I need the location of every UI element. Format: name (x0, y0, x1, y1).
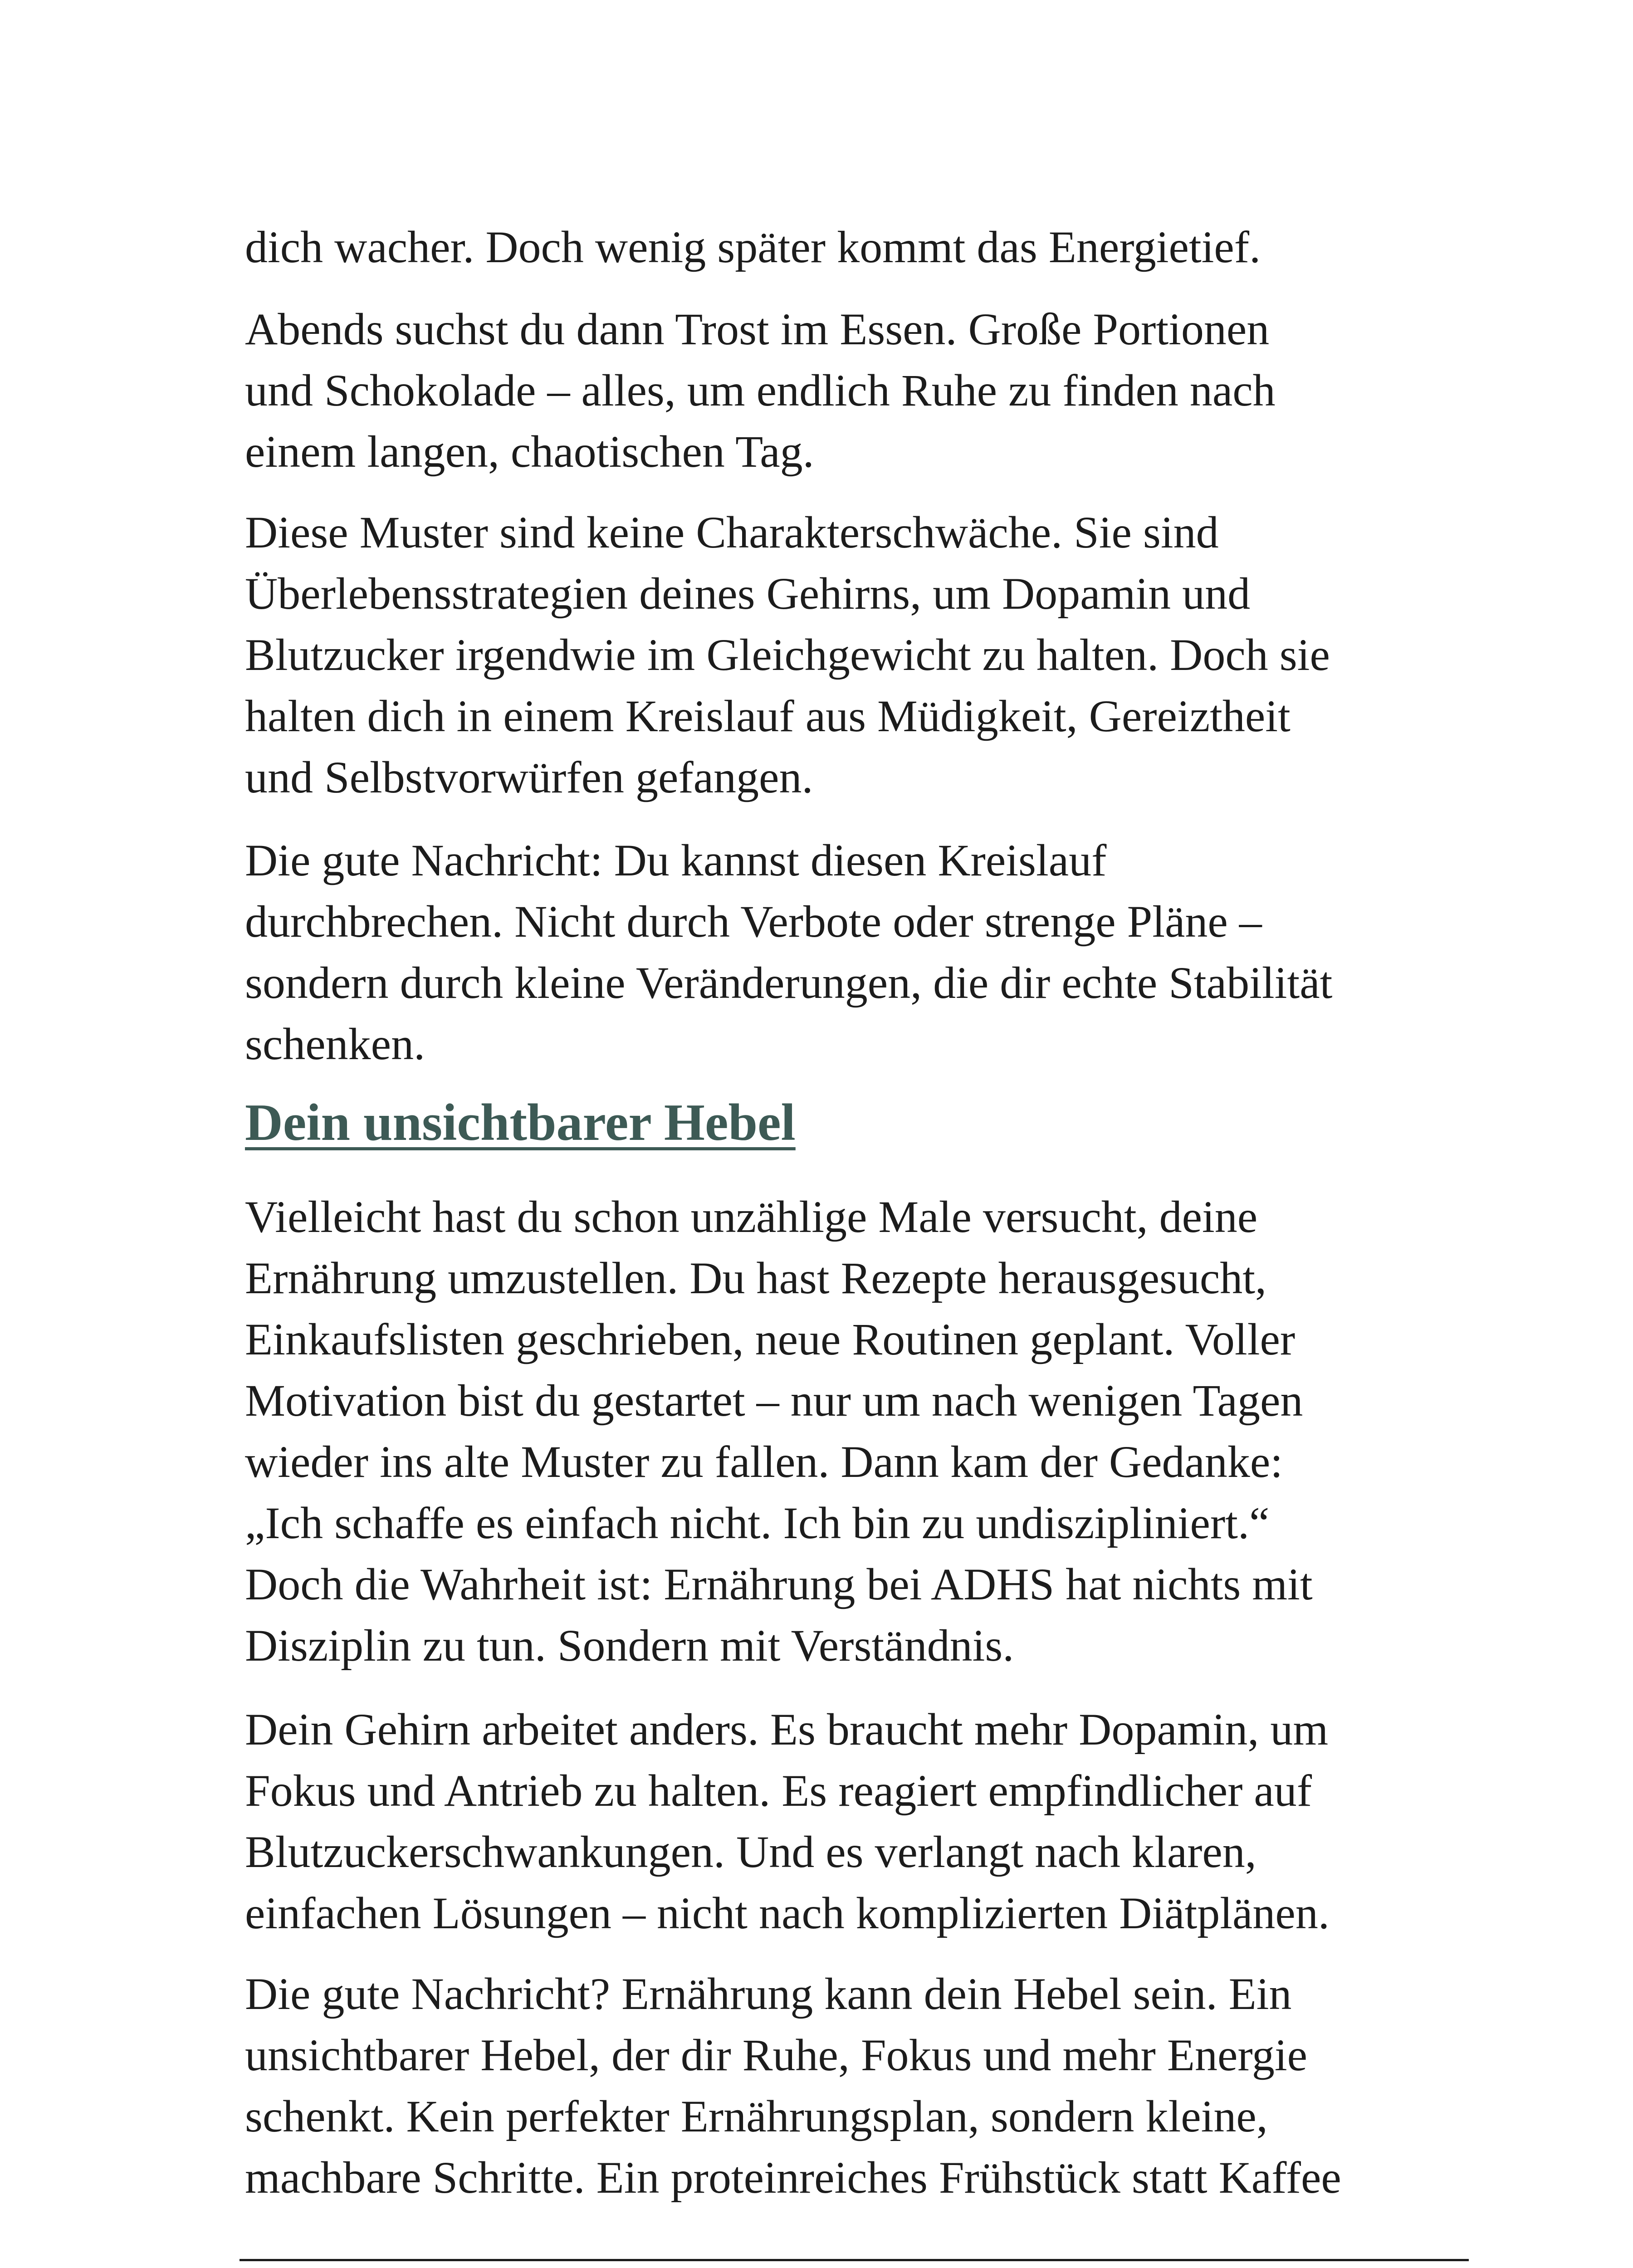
text-line: Doch die Wahrheit ist: Ernährung bei ADHS hat nichts mit (245, 1559, 1313, 1609)
text-line: und Selbstvorwürfen gefangen. (245, 752, 813, 802)
paragraph-evening (245, 298, 1479, 482)
paragraph-lever (245, 1963, 1479, 2208)
text-line: Fokus und Antrieb zu halten. Es reagiert empfindlicher auf (245, 1765, 1312, 1816)
text-line: Blutzuckerschwankungen. Und es verlangt nach klaren, (245, 1827, 1257, 1877)
text-line: einfachen Lösungen – nicht nach komplizierten Diätplänen. (245, 1888, 1330, 1938)
text-line: halten dich in einem Kreislauf aus Müdigkeit, Gereiztheit (245, 691, 1291, 741)
text-line: durchbrechen. Nicht durch Verbote oder strenge Pläne – (245, 896, 1262, 947)
text-line: wieder ins alte Muster zu fallen. Dann kam der Gedanke: (245, 1437, 1283, 1487)
text-line: Motivation bist du gestartet – nur um nach wenigen Tagen (245, 1375, 1303, 1426)
paragraph-good-news (245, 830, 1479, 1075)
text-line: Abends suchst du dann Trost im Essen. Große Portionen (245, 304, 1270, 354)
paragraph-brain (245, 1699, 1479, 1944)
text-line: und Schokolade – alles, um endlich Ruhe zu finden nach (245, 365, 1276, 415)
section-heading: Dein unsichtbarer Hebel (245, 1094, 796, 1152)
paragraph-continuation (245, 216, 1479, 278)
text-line: sondern durch kleine Veränderungen, die dir echte Stabilität (245, 958, 1333, 1008)
text-line: Diese Muster sind keine Charakterschwäche. Sie sind (245, 507, 1219, 557)
text-line: Die gute Nachricht: Du kannst diesen Kreislauf (245, 835, 1107, 885)
text-line: Ernährung umzustellen. Du hast Rezepte herausgesucht, (245, 1253, 1267, 1303)
text-line: Vielleicht hast du schon unzählige Male versucht, deine (245, 1192, 1258, 1242)
text-line: unsichtbarer Hebel, der dir Ruhe, Fokus und mehr Energie (245, 2030, 1307, 2080)
text-line: Blutzucker irgendwie im Gleichgewicht zu halten. Doch sie (245, 630, 1330, 680)
paragraph-patterns (245, 502, 1479, 808)
text-line: schenken. (245, 1019, 425, 1069)
text-line: machbare Schritte. Ein proteinreiches Frühstück statt Kaffee (245, 2152, 1341, 2203)
text-line: „Ich schaffe es einfach nicht. Ich bin zu undiszipliniert.“ (245, 1498, 1270, 1548)
text-line: dich wacher. Doch wenig später kommt das Energietief. (245, 222, 1261, 272)
text-line: Dein Gehirn arbeitet anders. Es braucht mehr Dopamin, um (245, 1704, 1329, 1755)
text-line: Disziplin zu tun. Sondern mit Verständnis. (245, 1620, 1014, 1671)
paragraph-attempts (245, 1186, 1479, 1676)
footer-divider (240, 2259, 1469, 2261)
text-line: schenkt. Kein perfekter Ernährungsplan, sondern kleine, (245, 2091, 1268, 2141)
text-line: Die gute Nachricht? Ernährung kann dein Hebel sein. Ein (245, 1969, 1292, 2019)
text-line: Einkaufslisten geschrieben, neue Routinen geplant. Voller (245, 1314, 1296, 1364)
text-line: Überlebensstrategien deines Gehirns, um Dopamin und (245, 568, 1251, 619)
text-line: einem langen, chaotischen Tag. (245, 426, 814, 477)
